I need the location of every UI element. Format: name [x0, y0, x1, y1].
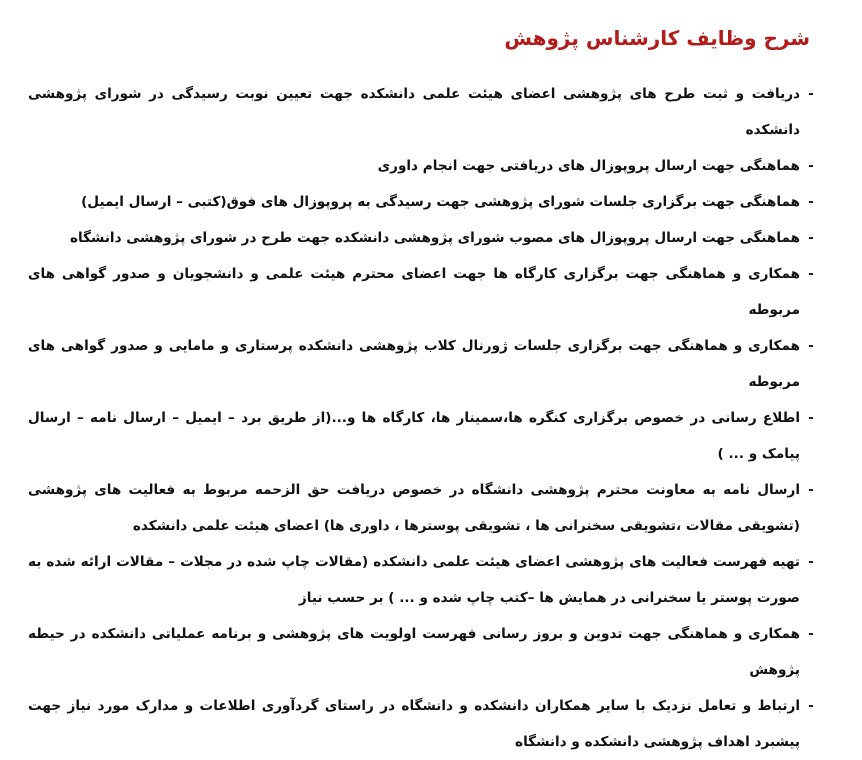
- duty-text: تهیه فهرست فعالیت های پژوهشی اعضای هیئت علمی دانشکده (مقالات چاپ شده در مجلات – مقالات ارائه شده به صورت پوستر یا سخنرانی در همایش ها –کتب چاپ شده و ... ) بر حسب نیاز: [28, 554, 800, 606]
- duty-item: [28, 616, 822, 688]
- duty-text: هماهنگی جهت ارسال پروپوزال های دریافتی جهت انجام داوری: [377, 158, 800, 174]
- duty-text: همکاری و هماهنگی جهت برگزاری جلسات ژورنال کلاب پژوهشی دانشکده پرستاری و مامایی و صدور گواهی های مربوطه: [28, 338, 800, 390]
- list-bullet: -: [808, 626, 814, 642]
- list-bullet: -: [808, 86, 814, 102]
- list-bullet: -: [808, 230, 814, 246]
- duty-item: [28, 256, 822, 328]
- duty-item: [28, 220, 822, 256]
- duty-text: همکاری و هماهنگی جهت برگزاری کارگاه ها جهت اعضای محترم هیئت علمی و دانشجویان و صدور گواهی های مربوطه: [28, 266, 800, 318]
- duty-text: همکاری و هماهنگی جهت تدوین و بروز رسانی فهرست اولویت های پژوهشی و برنامه عملیاتی دانشکده در حیطه پژوهش: [28, 626, 800, 678]
- list-bullet: -: [808, 554, 814, 570]
- list-bullet: -: [808, 338, 814, 354]
- duty-item: [28, 184, 822, 220]
- list-bullet: -: [808, 158, 814, 174]
- list-bullet: -: [808, 698, 814, 714]
- duty-text: هماهنگی جهت برگزاری جلسات شورای پژوهشی جهت رسیدگی به پروپوزال های فوق(کتبی – ارسال ایمیل): [81, 194, 800, 210]
- list-bullet: -: [808, 266, 814, 282]
- duty-text: اطلاع رسانی در خصوص برگزاری کنگره ها،سمینار ها، کارگاه ها و...(از طریق برد – ایمیل – ارسال نامه – ارسال پیامک و ... ): [28, 410, 800, 462]
- duty-item: [28, 76, 822, 148]
- duty-text: هماهنگی جهت ارسال پروپوزال های مصوب شورای پژوهشی دانشکده جهت طرح در شورای پژوهشی دانشگاه: [69, 230, 800, 246]
- duty-item: [28, 688, 822, 760]
- duty-text: ارتباط و تعامل نزدیک با سایر همکاران دانشکده و دانشگاه در راستای گردآوری اطلاعات و مدارک مورد نیاز جهت پیشبرد اهداف پژوهشی دانشکده و دانشگاه: [28, 698, 800, 750]
- duty-text: دریافت و ثبت طرح های پژوهشی اعضای هیئت علمی دانشکده جهت تعیین نوبت رسیدگی در شورای پژوهشی دانشکده: [28, 86, 800, 138]
- list-bullet: -: [808, 194, 814, 210]
- list-bullet: -: [808, 410, 814, 426]
- list-bullet: -: [808, 482, 814, 498]
- duty-item: [28, 544, 822, 616]
- duty-item: [28, 400, 822, 472]
- duty-item: [28, 328, 822, 400]
- page-title: شرح وظایف کارشناس پژوهش: [504, 26, 810, 50]
- duty-item: [28, 148, 822, 184]
- duty-text: ارسال نامه به معاونت محترم پژوهشی دانشگاه در خصوص دریافت حق الزحمه مربوط به فعالیت های پژوهشی (تشویقی مقالات ،تشویقی سخنرانی ها ، تشویقی پوسترها ، داوری ها) اعضای هیئت علمی دانشکده: [28, 482, 800, 534]
- duty-list: [28, 76, 822, 760]
- duty-item: [28, 472, 822, 544]
